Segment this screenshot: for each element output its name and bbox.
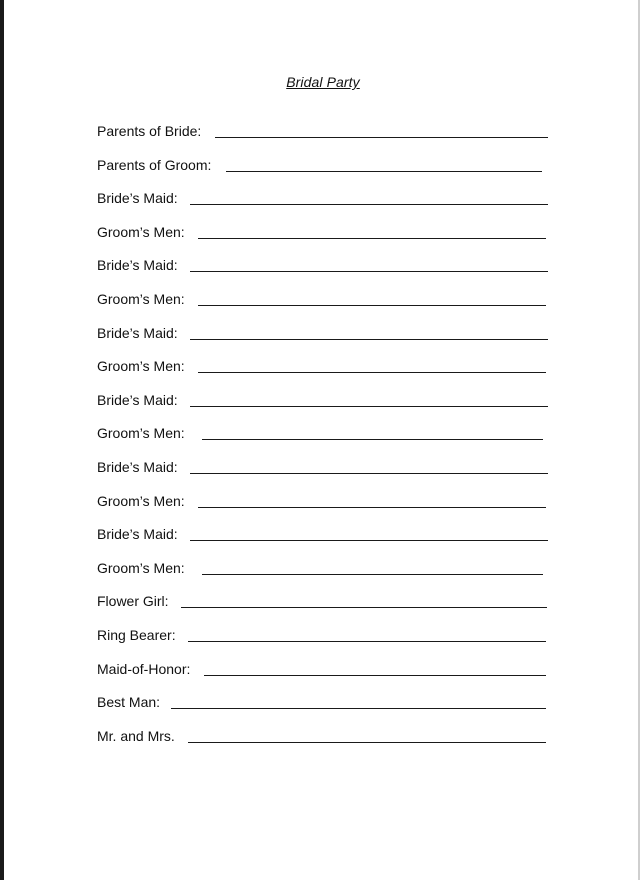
field-row-brides-maid	[0, 458, 640, 492]
field-label: Bride’s Maid:	[97, 257, 178, 274]
field-label: Bride’s Maid:	[97, 324, 178, 341]
field-label: Bride’s Maid:	[97, 391, 178, 408]
fill-in-line[interactable]	[226, 171, 542, 172]
field-row-parents-of-bride	[0, 122, 640, 156]
field-label: Bride’s Maid:	[97, 458, 178, 475]
fill-in-line[interactable]	[188, 641, 546, 642]
fill-in-line[interactable]	[198, 507, 546, 508]
field-row-grooms-men	[0, 424, 640, 458]
field-label: Groom’s Men:	[97, 290, 185, 307]
field-label: Bride’s Maid:	[97, 526, 178, 543]
field-row-grooms-men	[0, 223, 640, 257]
field-row-brides-maid	[0, 189, 640, 223]
field-row-grooms-men	[0, 492, 640, 526]
field-row-parents-of-groom	[0, 156, 640, 190]
field-row-maid-of-honor	[0, 660, 640, 694]
field-row-brides-maid	[0, 256, 640, 290]
fill-in-line[interactable]	[198, 238, 546, 239]
field-row-grooms-men	[0, 559, 640, 593]
fill-in-line[interactable]	[215, 137, 548, 138]
field-label: Groom’s Men:	[97, 492, 185, 509]
fill-in-line[interactable]	[190, 473, 548, 474]
field-row-brides-maid	[0, 324, 640, 358]
field-label: Groom’s Men:	[97, 358, 185, 375]
form-title: Bridal Party	[286, 74, 360, 90]
field-label: Maid-of-Honor:	[97, 660, 191, 677]
field-row-grooms-men	[0, 290, 640, 324]
fill-in-line[interactable]	[188, 742, 546, 743]
field-label: Ring Bearer:	[97, 626, 176, 643]
field-row-brides-maid	[0, 391, 640, 425]
fill-in-line[interactable]	[171, 708, 546, 709]
fill-in-line[interactable]	[190, 406, 548, 407]
fill-in-line[interactable]	[190, 339, 548, 340]
field-label: Best Man:	[97, 694, 161, 711]
field-label: Parents of Bride:	[97, 123, 202, 139]
fill-in-line[interactable]	[204, 675, 546, 676]
field-label: Groom’s Men:	[97, 559, 185, 576]
field-row-grooms-men	[0, 357, 640, 391]
field-label: Bride’s Maid:	[97, 190, 178, 207]
field-label: Groom’s Men:	[97, 223, 185, 240]
field-row-ring-bearer	[0, 626, 640, 660]
field-label: Mr. and Mrs.	[97, 727, 175, 744]
fill-in-line[interactable]	[190, 204, 548, 205]
field-list	[0, 122, 640, 760]
fill-in-line[interactable]	[202, 574, 543, 575]
field-row-flower-girl	[0, 592, 640, 626]
field-row-brides-maid	[0, 525, 640, 559]
fill-in-line[interactable]	[190, 540, 548, 541]
field-label: Parents of Groom:	[97, 156, 212, 173]
fill-in-line[interactable]	[202, 439, 543, 440]
fill-in-line[interactable]	[181, 607, 547, 608]
fill-in-line[interactable]	[198, 305, 546, 306]
field-row-mr-and-mrs	[0, 727, 640, 761]
field-row-best-man	[0, 693, 640, 727]
field-label: Flower Girl:	[97, 593, 169, 610]
fill-in-line[interactable]	[198, 372, 546, 373]
fill-in-line[interactable]	[190, 271, 548, 272]
field-label: Groom’s Men:	[97, 425, 185, 442]
